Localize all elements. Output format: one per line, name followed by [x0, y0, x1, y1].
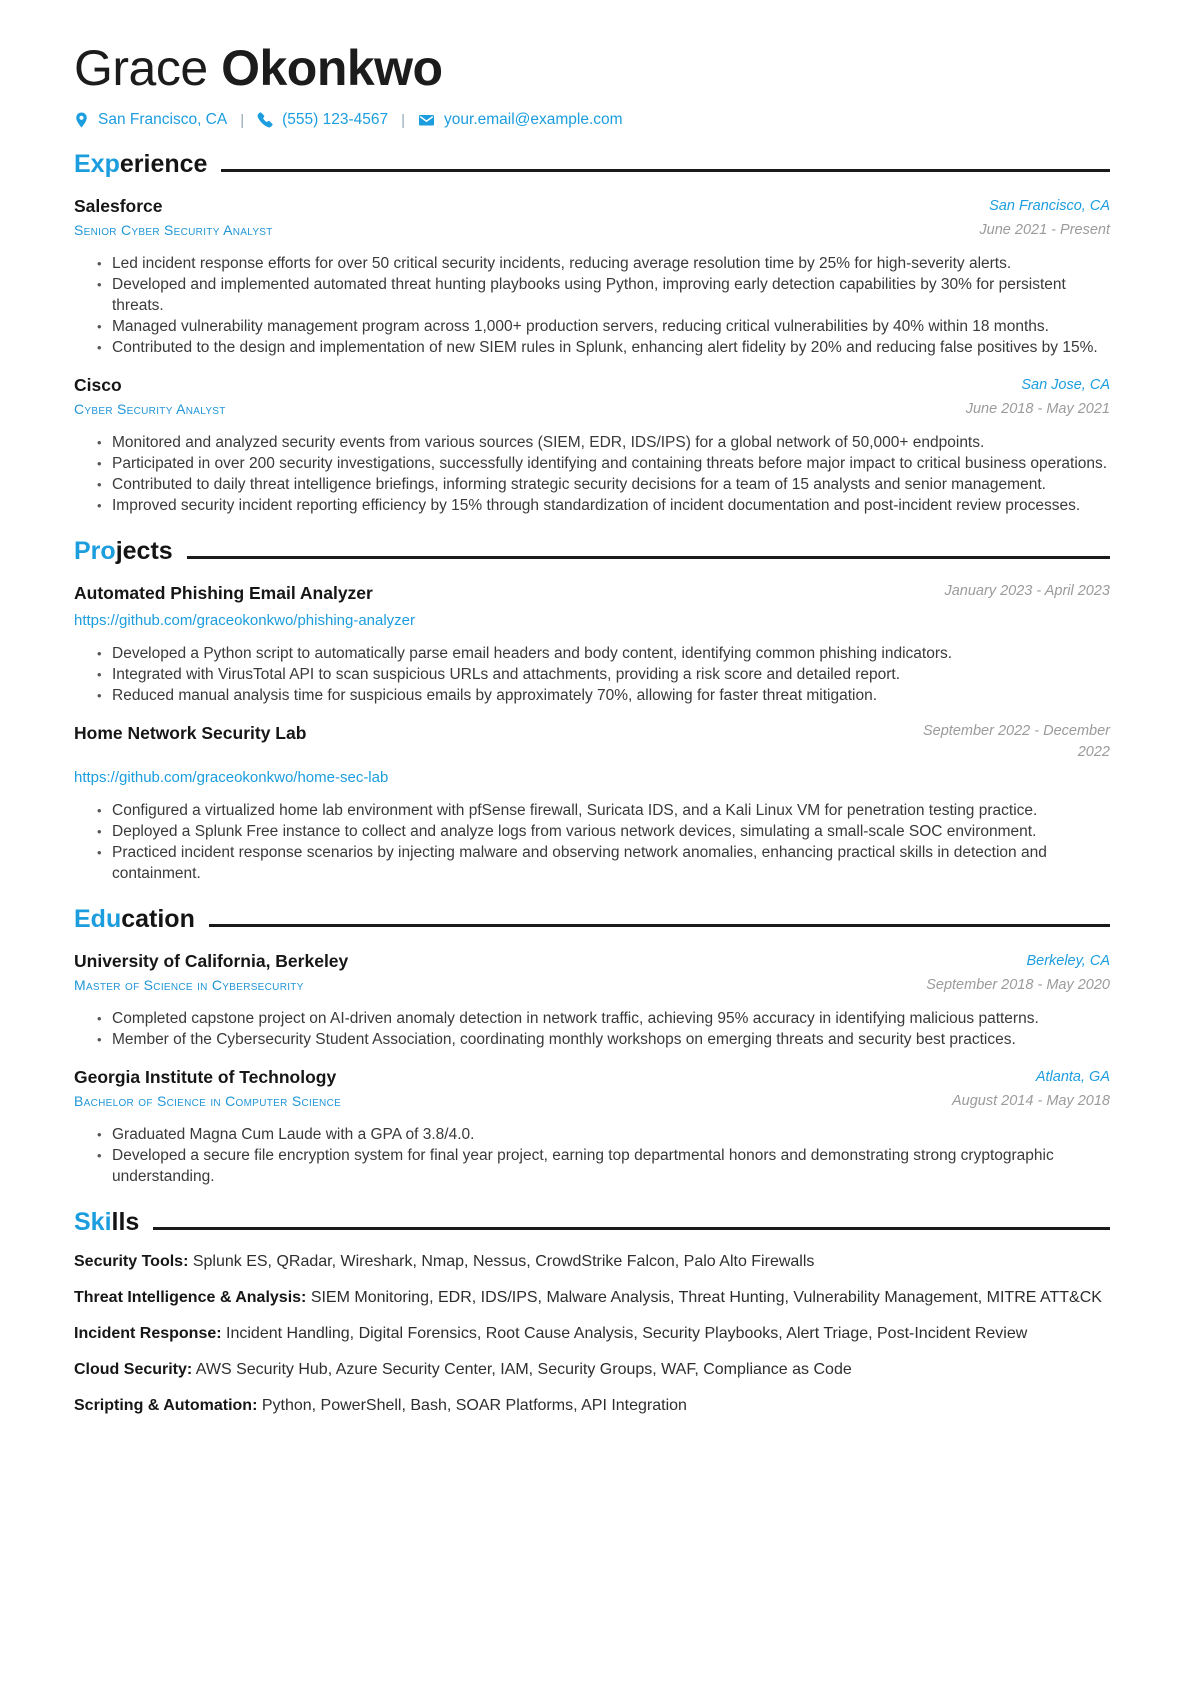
person-name: [74, 40, 1110, 96]
email-text: your.email@example.com: [444, 111, 623, 128]
entry-left: [74, 372, 966, 419]
bullet-list: [74, 1124, 1110, 1187]
section-title-rest: lls: [111, 1208, 140, 1236]
education-entry: [74, 948, 1110, 1050]
section-experience: [74, 149, 1110, 516]
entry-right: [979, 193, 1110, 241]
skill-category-label: Security Tools:: [74, 1253, 189, 1270]
education-entry: [74, 1064, 1110, 1187]
bullet-item: • Led incident response efforts for over 50 critical security incidents, reducing average resolution time by 25% for high-severity alerts.: [74, 253, 1110, 274]
school-location: Berkeley, CA: [1026, 953, 1110, 969]
school-name: University of California, Berkeley: [74, 951, 349, 971]
contact-email[interactable]: [418, 111, 623, 129]
bullet-item: • Developed and implemented automated threat hunting playbooks using Python, improving early detection capabilities by 30% for persistent threats.: [74, 274, 1110, 316]
bullet-item: • Participated in over 200 security investigations, successfully identifying and containing threats before major impact to critical business operations.: [74, 453, 1110, 474]
entry-header: [74, 193, 1110, 241]
project-name: Automated Phishing Email Analyzer: [74, 583, 373, 603]
entry-right: [944, 580, 1110, 602]
section-title-accent: Ski: [74, 1208, 112, 1236]
skill-category-label: Incident Response:: [74, 1325, 222, 1342]
degree-title: Bachelor of Science in Computer Science: [74, 1093, 342, 1109]
skill-values: Incident Handling, Digital Forensics, Root Cause Analysis, Security Playbooks, Alert Triage, Post-Incident Review: [226, 1325, 1028, 1342]
project-entry: [74, 580, 1110, 706]
skill-category-label: Threat Intelligence & Analysis:: [74, 1289, 307, 1306]
entry-header: [74, 1064, 1110, 1112]
section-title-rest: cation: [121, 905, 195, 933]
entry-left: [74, 580, 944, 606]
section-title-accent: Edu: [74, 905, 122, 933]
section-skills: [74, 1207, 1110, 1417]
last-name: Okonkwo: [221, 40, 443, 96]
entry-left: [74, 193, 979, 240]
email-envelope-icon: [418, 112, 435, 128]
skill-row: [74, 1395, 1110, 1417]
entry-left: [74, 720, 920, 746]
section-title: [74, 904, 195, 934]
job-location: San Francisco, CA: [989, 198, 1110, 214]
bullet-item: • Deployed a Splunk Free instance to collect and analyze logs from various network devices, simulating a small-scale SOC environment.: [74, 821, 1110, 842]
contact-separator: |: [401, 111, 406, 129]
contact-separator: |: [240, 111, 245, 129]
section-title: [74, 149, 207, 179]
section-rule: [221, 169, 1110, 172]
contact-row: [74, 111, 1110, 129]
section-projects-heading: [74, 536, 1110, 566]
location-text: San Francisco, CA: [98, 111, 228, 128]
section-title-rest: erience: [119, 150, 208, 178]
section-title-accent: Pro: [74, 537, 116, 565]
first-name: Grace: [74, 40, 208, 96]
section-rule: [187, 556, 1110, 559]
project-entry: [74, 720, 1110, 884]
bullet-item: • Completed capstone project on AI-driven anomaly detection in network traffic, achieving 95% accuracy in identifying malicious patterns.: [74, 1008, 1110, 1029]
school-location: Atlanta, GA: [1035, 1069, 1110, 1085]
bullet-list: [74, 1008, 1110, 1050]
skill-row: [74, 1359, 1110, 1381]
school-dates: September 2018 - May 2020: [926, 977, 1110, 993]
skill-values: AWS Security Hub, Azure Security Center, IAM, Security Groups, WAF, Compliance as Code: [195, 1361, 852, 1378]
section-rule: [209, 924, 1110, 927]
skill-row: [74, 1251, 1110, 1273]
experience-entry: [74, 193, 1110, 358]
section-title: [74, 1207, 139, 1237]
bullet-list: [74, 800, 1110, 884]
degree-title: Master of Science in Cybersecurity: [74, 977, 304, 993]
job-dates: June 2018 - May 2021: [965, 401, 1110, 417]
company-name: Cisco: [74, 375, 122, 395]
phone-icon: [257, 112, 273, 128]
school-dates: August 2014 - May 2018: [952, 1093, 1110, 1109]
bullet-list: [74, 253, 1110, 358]
entry-right: [966, 372, 1110, 420]
entry-left: [74, 948, 926, 995]
entry-header: [74, 372, 1110, 420]
project-dates: January 2023 - April 2023: [944, 583, 1110, 599]
bullet-item: • Member of the Cybersecurity Student Association, coordinating monthly workshops on emerging threats and security best practices.: [74, 1029, 1110, 1050]
bullet-item: • Contributed to daily threat intelligence briefings, informing strategic security decisions for a team of 15 analysts and senior management.: [74, 474, 1110, 495]
location-pin-icon: [74, 112, 89, 128]
school-name: Georgia Institute of Technology: [74, 1067, 337, 1087]
bullet-item: • Configured a virtualized home lab environment with pfSense firewall, Suricata IDS, and a Kali Linux VM for penetration testing practice.: [74, 800, 1110, 821]
entry-left: [74, 1064, 952, 1111]
skill-category-label: Cloud Security:: [74, 1361, 193, 1378]
section-experience-heading: [74, 149, 1110, 179]
project-link[interactable]: https://github.com/graceokonkwo/phishing-analyzer: [74, 612, 416, 629]
skill-row: [74, 1323, 1110, 1345]
skill-category-label: Scripting & Automation:: [74, 1397, 258, 1414]
section-skills-heading: [74, 1207, 1110, 1237]
entry-right: [926, 948, 1110, 996]
bullet-item: • Improved security incident reporting efficiency by 15% through standardization of incident documentation and post-incident review processes.: [74, 495, 1110, 516]
entry-right: [952, 1064, 1110, 1112]
project-name: Home Network Security Lab: [74, 723, 307, 743]
phone-text: (555) 123-4567: [282, 111, 389, 128]
bullet-item: • Contributed to the design and implementation of new SIEM rules in Splunk, enhancing alert fidelity by 20% and reducing false positives by 15%.: [74, 337, 1110, 358]
entry-header: [74, 580, 1110, 606]
job-dates: June 2021 - Present: [979, 222, 1110, 238]
project-dates: September 2022 - December 2022: [923, 723, 1110, 760]
entry-header: [74, 948, 1110, 996]
entry-header: [74, 720, 1110, 763]
bullet-item: • Integrated with VirusTotal API to scan suspicious URLs and attachments, providing a risk score and detailed report.: [74, 664, 1110, 685]
bullet-item: • Graduated Magna Cum Laude with a GPA of 3.8/4.0.: [74, 1124, 1110, 1145]
company-name: Salesforce: [74, 196, 163, 216]
section-title-accent: Exp: [74, 150, 120, 178]
contact-phone[interactable]: [257, 111, 388, 129]
job-title: Cyber Security Analyst: [74, 401, 226, 417]
bullet-item: • Reduced manual analysis time for suspicious emails by approximately 70%, allowing for faster threat mitigation.: [74, 685, 1110, 706]
bullet-list: [74, 432, 1110, 516]
entry-right: [920, 720, 1110, 763]
section-title: [74, 536, 173, 566]
skill-row: [74, 1287, 1110, 1309]
section-projects: [74, 536, 1110, 884]
job-location: San Jose, CA: [1021, 377, 1110, 393]
skill-values: Splunk ES, QRadar, Wireshark, Nmap, Nessus, CrowdStrike Falcon, Palo Alto Firewalls: [192, 1253, 815, 1270]
bullet-item: • Managed vulnerability management program across 1,000+ production servers, reducing critical vulnerabilities by 40% within 18 months.: [74, 316, 1110, 337]
skill-values: Python, PowerShell, Bash, SOAR Platforms, API Integration: [261, 1397, 687, 1414]
section-education-heading: [74, 904, 1110, 934]
skill-values: SIEM Monitoring, EDR, IDS/IPS, Malware Analysis, Threat Hunting, Vulnerability Management, MITRE ATT&CK: [310, 1289, 1102, 1306]
job-title: Senior Cyber Security Analyst: [74, 222, 273, 238]
section-rule: [153, 1227, 1110, 1230]
section-education: [74, 904, 1110, 1187]
section-title-rest: jects: [115, 537, 173, 565]
bullet-item: • Monitored and analyzed security events from various sources (SIEM, EDR, IDS/IPS) for a global network of 50,000+ endpoints.: [74, 432, 1110, 453]
bullet-item: • Developed a secure file encryption system for final year project, earning top departmental honors and demonstrating strong cryptographic understanding.: [74, 1145, 1110, 1187]
bullet-item: • Practiced incident response scenarios by injecting malware and observing network anomalies, enhancing practical skills in detection and containment.: [74, 842, 1110, 884]
bullet-list: [74, 643, 1110, 706]
bullet-item: • Developed a Python script to automatically parse email headers and body content, identifying common phishing indicators.: [74, 643, 1110, 664]
contact-location: [74, 111, 227, 129]
project-link[interactable]: https://github.com/graceokonkwo/home-sec-lab: [74, 769, 389, 786]
experience-entry: [74, 372, 1110, 516]
